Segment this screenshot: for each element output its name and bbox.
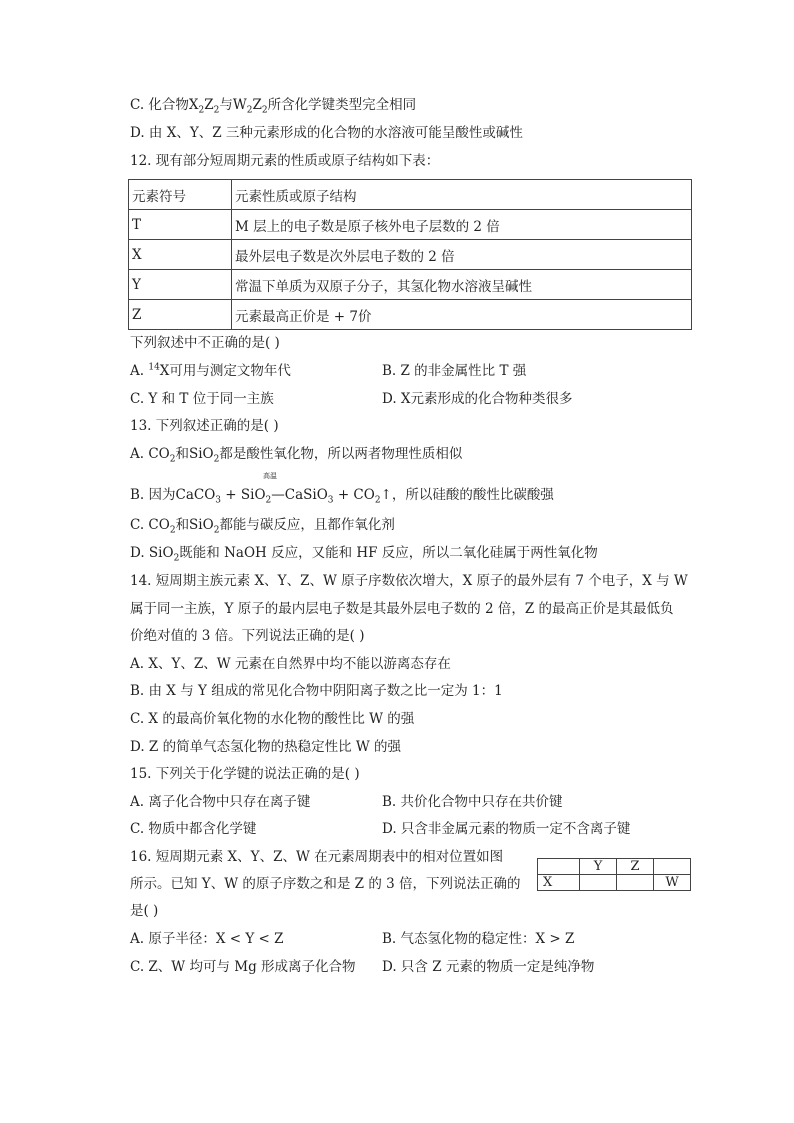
grid-cell: W (654, 875, 691, 891)
q16-option-b: B. 气态氢化物的稳定性：X > Z (382, 931, 575, 947)
q15-option-d: D. 只含非金属元素的物质一定不含离子键 (382, 821, 631, 837)
q16-option-d: D. 只含 Z 元素的物质一定是纯净物 (382, 959, 595, 975)
table-cell: M 层上的电子数是原子核外电子层数的 2 倍 (232, 210, 692, 240)
reaction-condition-label: 高温 (263, 472, 277, 480)
table-row (129, 270, 692, 300)
table-row (129, 210, 692, 240)
q12-option-c: C. Y 和 T 位于同一主族 (130, 391, 274, 407)
q12-option-b: B. Z 的非金属性比 T 强 (382, 363, 527, 379)
table-row (129, 300, 692, 330)
q14-option-c: C. X 的最高价氧化物的水化物的酸性比 W 的强 (130, 711, 415, 727)
table-cell: Y (129, 270, 232, 300)
q15-option-c: C. 物质中都含化学键 (130, 821, 257, 837)
q16-option-c: C. Z、W 均可与 Mg 形成离子化合物 (130, 959, 356, 975)
q15-option-a: A. 离子化合物中只存在离子键 (130, 794, 311, 810)
q16-stem-line: 是( ) (130, 903, 159, 919)
grid-row (538, 859, 691, 875)
table-header-cell: 元素性质或原子结构 (232, 180, 692, 210)
q14-stem-line: 属于同一主族，Y 原子的最内层电子数是其最外层电子数的 2 倍，Z 的最高正价是其最低负 (130, 601, 674, 617)
q15-option-b: B. 共价化合物中只存在共价键 (382, 794, 563, 810)
grid-cell: Z (617, 859, 654, 875)
grid-row (538, 875, 691, 891)
q11-option-d: D. 由 X、Y、Z 三种元素形成的化合物的水溶液可能呈酸性或碱性 (130, 125, 523, 141)
q12-prompt: 下列叙述中不正确的是( ) (130, 335, 280, 351)
q13-option-a: A. $CO_2$和SiO$_2$都是酸性氧化物，所以两者物理性质相似 (130, 446, 463, 465)
q14-stem-line: 14. 短周期主族元素 X、Y、Z、W 原子序数依次增大，X 原子的最外层有 7 个电子，X 与 W (130, 573, 688, 589)
table-cell: 常温下单质为双原子分子，其氢化物水溶液呈碱性 (232, 270, 692, 300)
table-cell: 最外层电子数是次外层电子数的 2 倍 (232, 240, 692, 270)
grid-cell (654, 859, 691, 875)
table-cell: X (129, 240, 232, 270)
table-row (129, 240, 692, 270)
q15-stem: 15. 下列关于化学键的说法正确的是( ) (130, 766, 360, 782)
grid-cell (538, 859, 580, 875)
q16-stem-line: 所示。已知 Y、W 的原子序数之和是 Z 的 3 倍，下列说法正确的 (130, 876, 521, 892)
table-cell: T (129, 210, 232, 240)
q12-element-table (128, 179, 692, 330)
grid-cell (580, 875, 617, 891)
q13-stem: 13. 下列叙述正确的是( ) (130, 418, 279, 434)
q14-option-b: B. 由 X 与 Y 组成的常见化合物中阴阳离子数之比一定为 1：1 (130, 683, 503, 699)
grid-cell: X (538, 875, 580, 891)
q14-stem-line: 价绝对值的 3 倍。下列说法正确的是( ) (130, 628, 365, 644)
grid-cell (617, 875, 654, 891)
q14-option-a: A. X、Y、Z、W 元素在自然界中均不能以游离态存在 (130, 656, 451, 672)
q16-stem-line: 16. 短周期元素 X、Y、Z、W 在元素周期表中的相对位置如图 (130, 849, 504, 865)
q13-option-d: D. SiO$_2$既能和 NaOH 反应，又能和 HF 反应，所以二氧化硅属于两性氧化物 (130, 545, 598, 564)
q12-stem: 12. 现有部分短周期元素的性质或原子结构如下表： (130, 153, 440, 169)
q13-option-b: B. 因为CaCO$_3$ + SiO$_2$—CaSiO$_3$ + $CO_2↑$，所以硅酸的酸性比碳酸强 (130, 487, 554, 506)
q14-option-d: D. Z 的简单气态氢化物的热稳定性比 W 的强 (130, 739, 402, 755)
q13-option-c: C. $CO_2$和SiO$_2$都能与碳反应，且都作氧化剂 (130, 517, 395, 536)
table-cell: Z (129, 300, 232, 330)
q11-option-c: C. 化合物$X_2Z_2$与$W_2Z_2$所含化学键类型完全相同 (130, 97, 417, 116)
q12-option-a: A. $^{14}$X可用与测定文物年代 (130, 362, 291, 379)
table-header-row (129, 180, 692, 210)
table-header-cell: 元素符号 (129, 180, 232, 210)
q16-periodic-position-grid (537, 858, 691, 891)
table-cell: 元素最高正价是 + 7价 (232, 300, 692, 330)
q12-option-d: D. X元素形成的化合物种类很多 (382, 391, 573, 407)
q16-option-a: A. 原子半径：X < Y < Z (130, 931, 284, 947)
grid-cell: Y (580, 859, 617, 875)
